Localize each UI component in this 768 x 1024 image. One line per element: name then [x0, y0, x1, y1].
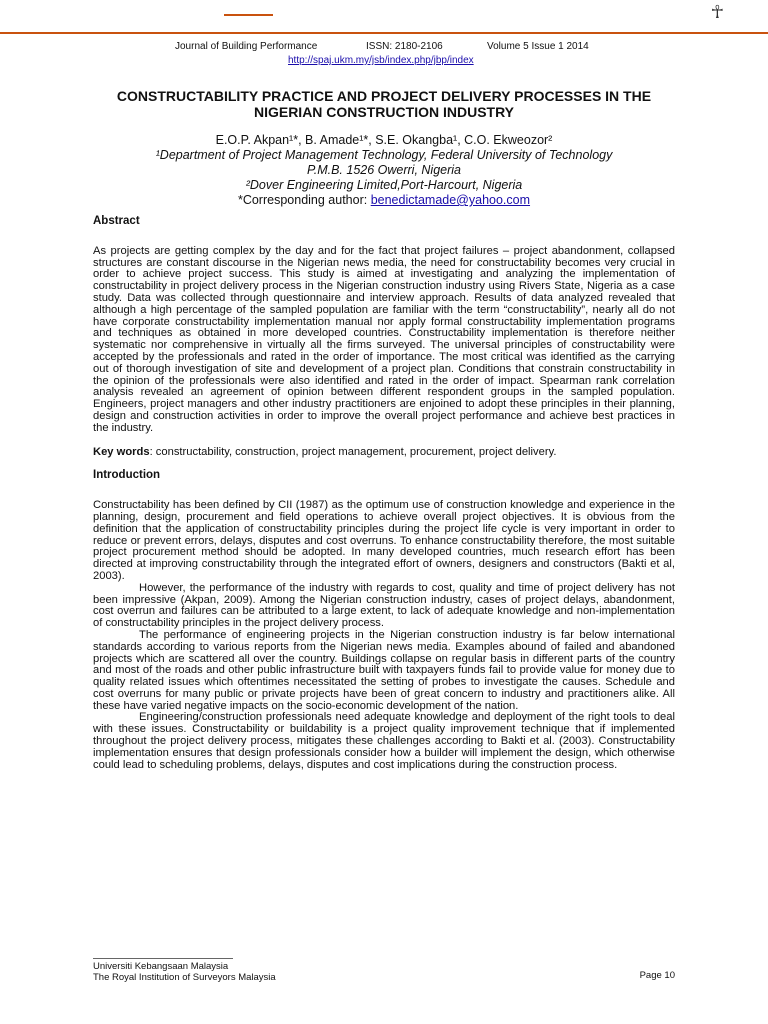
- corresponding-email-link[interactable]: benedictamade@yahoo.com: [370, 193, 531, 207]
- author-names: E.O.P. Akpan¹*, B. Amade¹*, S.E. Okangba¹, C.O. Ekweozor²: [215, 133, 553, 147]
- author-block: [93, 133, 675, 208]
- volume-issue: Volume 5 Issue 1 2014: [487, 41, 589, 52]
- top-bar-rule: [0, 32, 768, 34]
- page-number: Page 10: [639, 970, 675, 981]
- intro-paragraph-1: Constructability has been defined by CII (1987) as the optimum use of construction knowledge and experience in the planning, design, procurement and field operations to achieve overall project objectives. It is obvious from the definition that the application of constructability principles during the project life cycle is very important in order to reduce or prevent errors, delays, disputes and cost overruns. To enhance constructability therefore, the most suitable project procurement method should be adopted. In many developed countries, much research effort has been directed at improving constructability through the integrated effort of owners, designers and constructors (Bakti et al, 2003).: [93, 499, 675, 582]
- affiliation-1: ¹Department of Project Management Technology, Federal University of Technology: [155, 148, 613, 162]
- top-bar: [0, 0, 768, 34]
- paper-title: CONSTRUCTABILITY PRACTICE AND PROJECT DELIVERY PROCESSES IN THE NIGERIAN CONSTRUCTION INDUSTRY: [116, 88, 652, 120]
- corresponding-author: [93, 193, 675, 208]
- introduction-heading: Introduction: [93, 469, 161, 482]
- footer-rule: [93, 958, 233, 959]
- affiliation-2: ²Dover Engineering Limited,Port-Harcourt, Nigeria: [245, 178, 523, 192]
- journal-name: Journal of Building Performance: [175, 41, 318, 52]
- intro-paragraph-2: However, the performance of the industry with regards to cost, quality and time of project delivery has not been impressive (Akpan, 2009). Among the Nigerian construction industry, cases of project delays, abandonment, cost overrun and failures can be attributed to a large extent, to lack of adequate knowledge and non-implementation of constructability principles in the project delivery process.: [93, 581, 675, 630]
- journal-url-link[interactable]: http://spaj.ukm.my/jsb/index.php/jbp/index: [288, 55, 474, 66]
- main-content: [93, 216, 675, 771]
- journal-logo-icon: ☥: [710, 2, 724, 22]
- abstract-text: As projects are getting complex by the day and for the fact that project failures – project abandonment, collapsed structures are constant discourse in the Nigerian news media, the need for constructability becomes very crucial in order to achieve project success. This study is aimed at investigating and analyzing the implementation of constructability in project delivery process in the Nigerian construction industry using Rivers State, Nigeria as a case study. Data was collected through questionnaire and interview approach. Results of data analyzed revealed that although a high percentage of the sampled population are familiar with the term “constructability”, nearly all do not have corporate constructability implementation manual nor apply formal constructability implementation programs and techniques as obtained in more developed countries. Constructability implementation is therefore neither systematic nor comprehensive in virtually all the firms surveyed. The universal principles of constructability were accepted by the professionals and rated in the order of importance. The most critical was identified as the carrying out of thorough investigation of site and development of a project plan. Conditions that constrain constructability in the opinion of the professionals were also identified and rated in the order of impact. Spearman rank correlation analysis revealed an agreement of opinion between different respondent groups in the sampled population. Engineers, project managers and other industry practitioners are enjoined to adopt these principles in their planning, design and construction activities in order to improve the overall project performance and achieve best practices in the industry.: [93, 244, 675, 434]
- abstract-heading: Abstract: [93, 215, 140, 227]
- page-footer: [93, 958, 675, 983]
- keywords-label: Key words: [93, 445, 150, 458]
- affiliation-1-address: P.M.B. 1526 Owerri, Nigeria: [307, 163, 461, 177]
- issn: ISSN: 2180-2106: [366, 41, 443, 52]
- intro-paragraph-3: The performance of engineering projects in the Nigerian construction industry is far below international standards according to various reports from the Nigerian news media. Examples abound of failed and abandoned projects which are scattered all over the country. Buildings collapse on regular basis in different parts of the country and most of the roads and other public infrastructure built with taxpayers funds fail to provide value for money due to quality related issues which oftentimes necessitated the setting of probes to investigate the causes. Schedule and cost overruns for many public or private projects have been of great concern to industry and practitioners alike. All these have varied negative impacts on the socio-economic development of the nation.: [93, 628, 675, 712]
- footer-institution-1: Universiti Kebangsaan Malaysia: [93, 961, 229, 972]
- intro-paragraph-4: Engineering/construction professionals need adequate knowledge and deployment of the right tools to deal with these issues. Constructability or buildability is a project quality improvement technique that if implemented throughout the project delivery process, mitigates these challenges according to Bakti et al. (2003). Constructability implementation ensures that design professionals consider how a builder will implement the design, which otherwise could lead to scheduling problems, delays, disputes and cost implications during the construction process.: [93, 711, 675, 771]
- corresponding-label: *Corresponding author:: [237, 193, 371, 207]
- footer-institution-2: The Royal Institution of Surveyors Malaysia: [93, 972, 276, 983]
- keywords: [93, 447, 675, 459]
- keywords-text: : constructability, construction, project management, procurement, project delivery.: [149, 445, 557, 458]
- top-bar-accent: [224, 14, 273, 16]
